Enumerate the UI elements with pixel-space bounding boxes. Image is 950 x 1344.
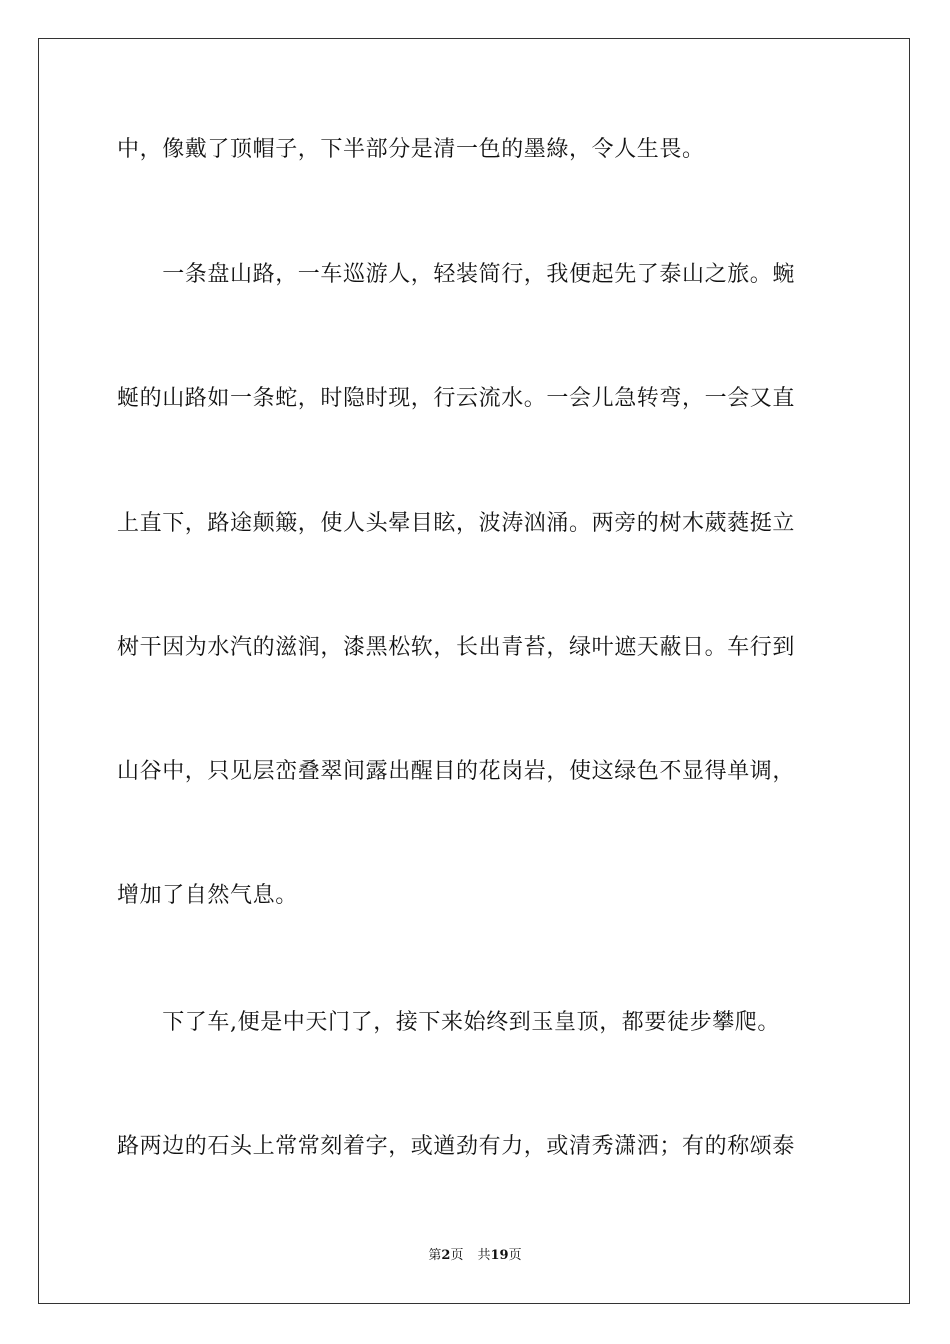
text-line-3: 蜒的山路如一条蛇，时隐时现，行云流水。一会儿急转弯，一会又直	[117, 386, 796, 411]
text-line-1: 中，像戴了顶帽子，下半部分是清一色的墨綠，令人生畏。	[117, 137, 705, 162]
page-border	[38, 38, 910, 1304]
page-footer	[0, 1248, 950, 1264]
text-line-2: 一条盘山路，一车巡游人，轻装简行，我便起先了泰山之旅。蜿	[117, 262, 796, 287]
text-line-4: 上直下，路途颠簸，使人头晕目眩，波涛汹涌。两旁的树木葳蕤挺立	[117, 511, 796, 536]
page-number: 2	[441, 1248, 451, 1263]
total-suffix: 页	[508, 1248, 522, 1263]
page-prefix: 第	[428, 1248, 442, 1263]
text-line-6: 山谷中，只见层峦叠翠间露出醒目的花岗岩，使这绿色不显得单调，	[117, 759, 796, 784]
text-line-9: 路两边的石头上常常刻着字，或遒劲有力，或清秀潇洒；有的称颂泰	[117, 1134, 796, 1159]
total-pages: 19	[490, 1248, 509, 1263]
total-prefix: 共	[477, 1248, 491, 1263]
text-line-7: 增加了自然气息。	[117, 883, 298, 908]
text-line-8: 下了车,便是中天门了，接下来始终到玉皇顶，都要徒步攀爬。	[117, 1010, 780, 1035]
page-suffix: 页	[450, 1248, 464, 1263]
text-line-5: 树干因为水汽的滋润，漆黑松软，长出青苔，绿叶遮天蔽日。车行到	[117, 635, 796, 660]
